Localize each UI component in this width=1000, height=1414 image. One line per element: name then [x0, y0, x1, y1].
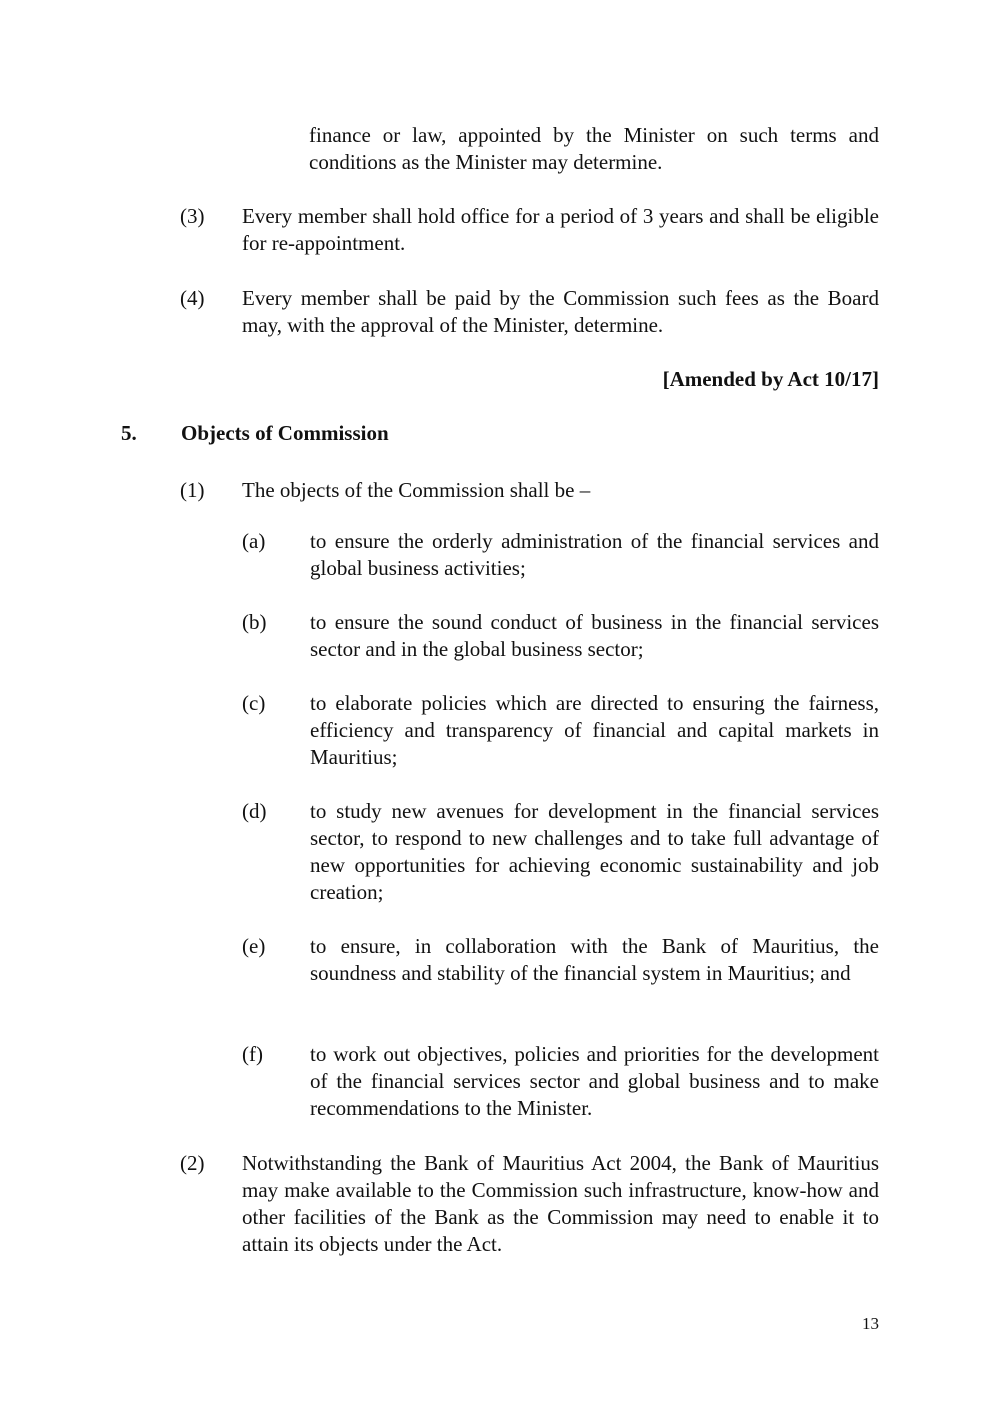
subsection-number: (4)	[180, 286, 205, 310]
subsection-text: Every member shall hold office for a period of 3 years and shall be eligible for re-appointment.	[242, 204, 879, 255]
item-text: to ensure, in collaboration with the Bank of Mauritius, the soundness and stability of the financial system in Mauritius; and	[310, 934, 879, 985]
item-text: to ensure the orderly administration of the financial services and global business activities;	[310, 529, 879, 580]
item-label: (f)	[242, 1042, 263, 1066]
item-text: to elaborate policies which are directed to ensuring the fairness, efficiency and transparency of financial and capital markets in Mauritius;	[310, 691, 879, 769]
section-number: 5.	[121, 421, 137, 445]
item-text: to work out objectives, policies and priorities for the development of the financial services sector and global business and to make recommendations to the Minister.	[310, 1042, 879, 1120]
item-text: to study new avenues for development in the financial services sector, to respond to new challenges and to take full advantage of new opportunities for achieving economic sustainability and job creation;	[310, 799, 879, 904]
subsection-text: Notwithstanding the Bank of Mauritius Act 2004, the Bank of Mauritius may make available to the Commission such infrastructure, know-how and other facilities of the Bank as the Commission may need to enable it to attain its objects under the Act.	[242, 1151, 879, 1256]
page-number: 13	[862, 1314, 879, 1333]
item-label: (a)	[242, 529, 266, 553]
subsection-number: (2)	[180, 1151, 205, 1175]
item-text: to ensure the sound conduct of business in the financial services sector and in the global business sector;	[310, 610, 879, 661]
continuation-paragraph: finance or law, appointed by the Minister on such terms and conditions as the Minister may determine.	[309, 123, 879, 174]
item-label: (d)	[242, 799, 267, 823]
subsection-number: (1)	[180, 478, 205, 502]
item-label: (b)	[242, 610, 267, 634]
subsection-number: (3)	[180, 204, 205, 228]
section-heading: Objects of Commission	[181, 421, 389, 445]
subsection-text: Every member shall be paid by the Commission such fees as the Board may, with the approval of the Minister, determine.	[242, 286, 879, 337]
item-label: (e)	[242, 934, 266, 958]
item-label: (c)	[242, 691, 266, 715]
subsection-intro: The objects of the Commission shall be –	[242, 478, 591, 502]
amendment-note: [Amended by Act 10/17]	[662, 367, 879, 391]
